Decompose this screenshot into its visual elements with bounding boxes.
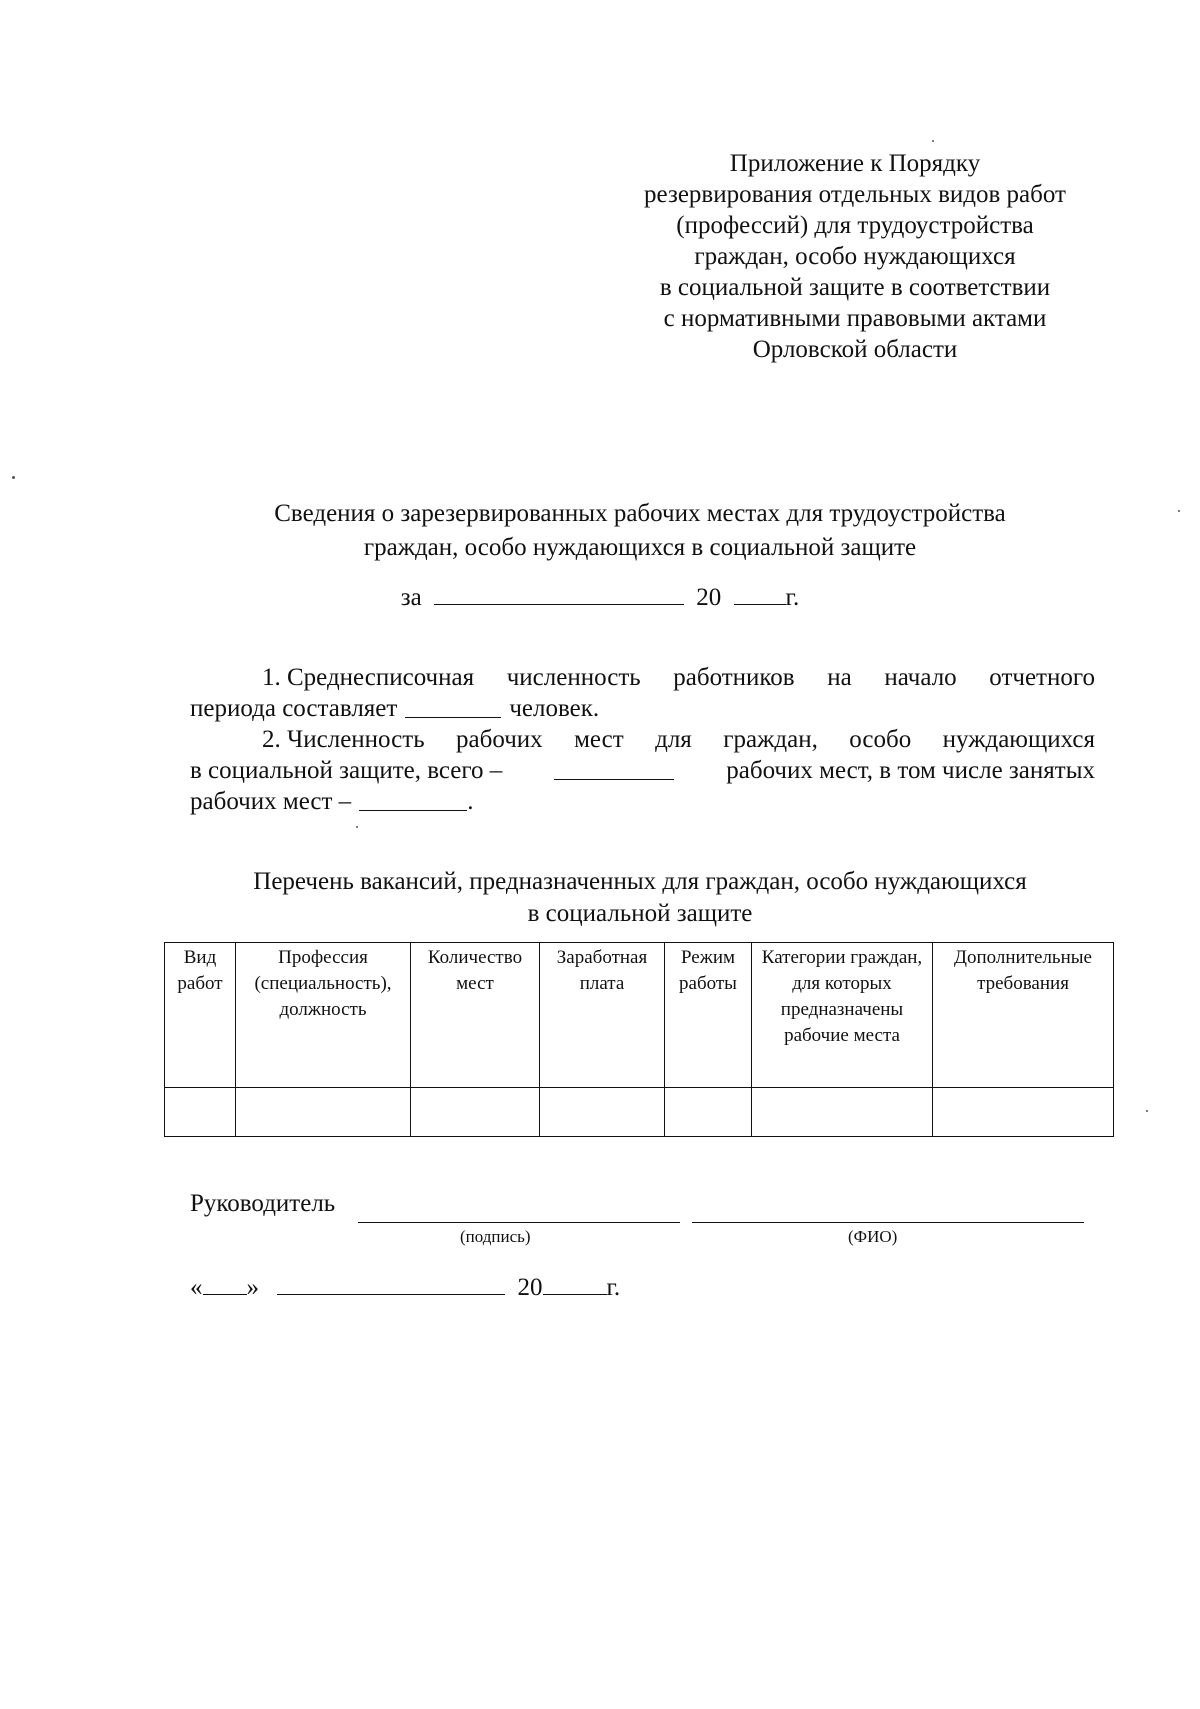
item-2-text: рабочих мест, в том числе занятых [726, 757, 1095, 784]
item-2-text: рабочих мест – [190, 788, 352, 815]
item-2-word: мест [574, 726, 624, 753]
item-1-word: на [827, 664, 852, 691]
vacancies-title-line: Перечень вакансий, предназначенных для граждан, особо нуждающихся [253, 868, 1027, 895]
report-title-line: граждан, особо нуждающихся в социальной защите [363, 534, 917, 561]
column-header: Профессия (специальность), должность [236, 943, 411, 1088]
occupied-jobs-blank[interactable] [359, 786, 467, 811]
signature-caption: (подпись) [460, 1227, 531, 1246]
column-header: Вид работ [165, 943, 236, 1088]
scan-speck [12, 476, 15, 479]
annex-line: в социальной защите в соответствии [659, 274, 1051, 301]
table-cell[interactable] [411, 1088, 540, 1137]
report-title [160, 497, 1120, 565]
annex-line: (профессий) для трудоустройства [676, 212, 1034, 239]
period-suffix: г. [785, 584, 800, 611]
period-year-blank[interactable] [734, 580, 786, 605]
item-1-word: работников [673, 664, 795, 691]
item-2-word: 2. Численность [262, 726, 425, 753]
date-suffix: г. [606, 1274, 621, 1301]
column-header: Режим работы [665, 943, 752, 1088]
item-1-word: численность [506, 664, 641, 691]
item-1 [190, 662, 1095, 724]
column-header: Количество мест [411, 943, 540, 1088]
item-1-line [190, 662, 1095, 693]
item-1-word: начало [884, 664, 957, 691]
item-2-word: граждан, [723, 726, 818, 753]
item-1-text: человек. [509, 695, 600, 722]
date-year-blank[interactable] [543, 1270, 607, 1295]
vacancies-table [164, 942, 1114, 1137]
item-2-line [190, 724, 1095, 755]
day-blank[interactable] [203, 1270, 247, 1295]
column-header: Категории граждан, для которых предназначены рабочие места [752, 943, 933, 1088]
item-2-line [190, 786, 1095, 817]
item-1-line [190, 693, 1095, 724]
period-blank[interactable] [434, 580, 684, 605]
item-2-line [190, 755, 1095, 786]
item-2-word: рабочих [456, 726, 543, 753]
scan-speck [356, 826, 358, 828]
period-prefix: за [400, 584, 422, 611]
annex-header [600, 148, 1110, 365]
table-cell[interactable] [236, 1088, 411, 1137]
item-2-word: особо [849, 726, 912, 753]
full-name-line[interactable] [692, 1222, 1084, 1223]
signature-line[interactable] [358, 1222, 680, 1223]
annex-line: граждан, особо нуждающихся [694, 243, 1016, 270]
item-1-text: периода составляет [190, 695, 398, 722]
table-header-row [165, 943, 1114, 1088]
column-header: Заработная плата [540, 943, 665, 1088]
scan-speck [1178, 510, 1180, 512]
reporting-period [0, 580, 1200, 615]
item-2-word: для [655, 726, 692, 753]
table-cell[interactable] [933, 1088, 1114, 1137]
table-cell[interactable] [540, 1088, 665, 1137]
vacancies-title [160, 866, 1120, 930]
head-signature-label: Руководитель [190, 1190, 336, 1217]
date-field [190, 1270, 620, 1302]
period-year-prefix: 20 [696, 584, 722, 611]
date-year-prefix: 20 [517, 1274, 543, 1301]
date-open-quote: « [190, 1274, 203, 1301]
total-jobs-blank[interactable] [554, 755, 674, 780]
date-close-quote: » [246, 1274, 259, 1301]
item-2 [190, 724, 1095, 817]
headcount-blank[interactable] [405, 693, 501, 718]
item-2-text: в социальной защите, всего – [190, 757, 503, 784]
full-name-caption: (ФИО) [848, 1227, 898, 1246]
annex-line: Орловской области [752, 336, 958, 363]
scan-speck [1146, 1110, 1148, 1112]
report-title-line: Сведения о зарезервированных рабочих местах для трудоустройства [274, 500, 1006, 527]
table-cell[interactable] [165, 1088, 236, 1137]
table-row [165, 1088, 1114, 1137]
month-blank[interactable] [277, 1270, 505, 1295]
annex-line: Приложение к Порядку [729, 150, 981, 177]
annex-line: резервирования отдельных видов работ [644, 181, 1066, 208]
table-cell[interactable] [665, 1088, 752, 1137]
item-1-word: отчетного [989, 664, 1095, 691]
scan-speck [932, 140, 934, 142]
annex-line: с нормативными правовыми актами [663, 305, 1047, 332]
item-2-word: нуждающихся [942, 726, 1095, 753]
vacancies-title-line: в социальной защите [527, 900, 753, 927]
item-1-word: 1. Среднесписочная [262, 664, 475, 691]
column-header: Дополнительные требования [933, 943, 1114, 1088]
item-2-text: . [467, 788, 474, 815]
table-cell[interactable] [752, 1088, 933, 1137]
